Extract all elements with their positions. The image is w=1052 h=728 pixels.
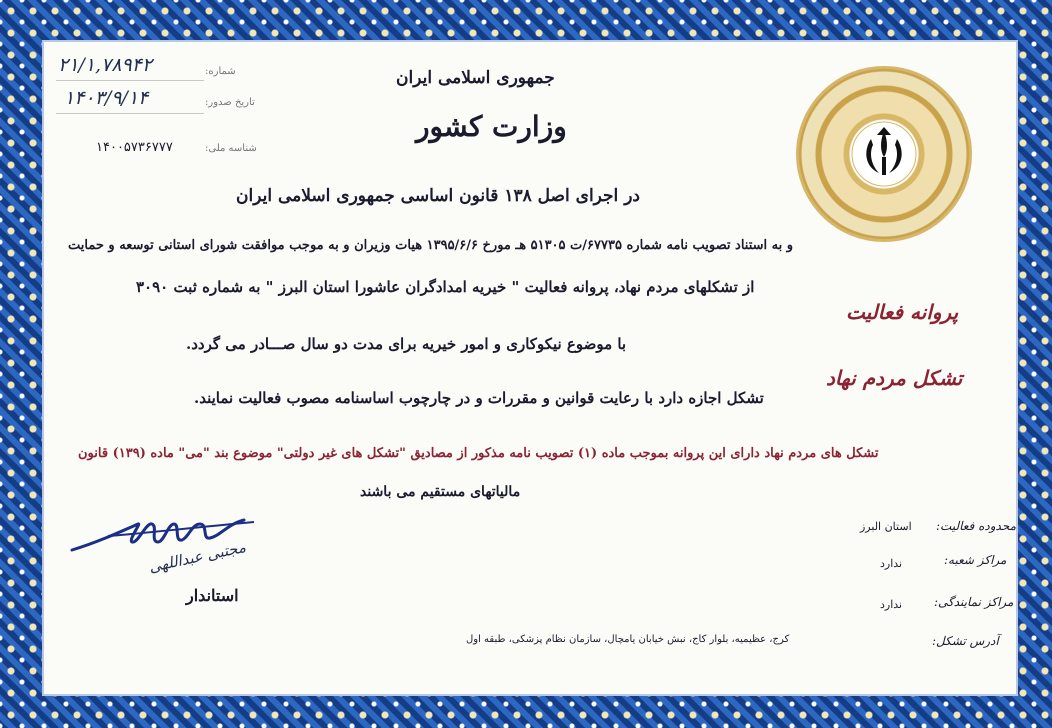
address-label: آدرس تشکل: [932, 634, 999, 648]
republic-title: جمهوری اسلامی ایران [396, 68, 555, 88]
national-id-label: شناسه ملی: [205, 143, 257, 154]
date-underline [56, 113, 204, 114]
number-underline [56, 80, 204, 81]
national-id-value: ۱۴۰۰۵۷۳۶۷۷۷ [96, 140, 173, 155]
body-line-6: تشکل های مردم نهاد دارای این پروانه بموجب ماده (۱) تصویب نامه مذکور از مصادیق "تشکل های غیر دولتی" موضوع بند "می" ماده (۱۳۹) قانون [78, 446, 879, 461]
signatory-title: استاندار [186, 586, 239, 605]
representative-label: مراکز نمایندگی: [934, 595, 1014, 609]
body-line-2: و به استناد تصویب نامه شماره ۶۷۷۳۵/ت ۵۱۳۰۵ هـ مورخ ۱۳۹۵/۶/۶ هیات وزیران و به موجب موافقت شورای استانی توسعه و حمایت [68, 238, 794, 253]
body-line-4: با موضوع نیکوکاری و امور خیریه برای مدت دو سال صـــادر می گردد. [186, 335, 627, 353]
iran-emblem-icon [796, 66, 972, 242]
signatory-name: مجتبی عبداللهی [147, 537, 248, 577]
number-value: ۲۱/۱,۷۸۹۴۲ [58, 54, 153, 76]
address-value: کرج، عظیمیه، بلوار کاج، نبش خیابان یامچال، سازمان نظام پزشکی، طبقه اول [466, 634, 790, 645]
body-line-7: مالیاتهای مستقیم می باشند [360, 484, 521, 500]
ngo-title: تشکل مردم نهاد [826, 366, 963, 390]
body-line-5: تشکل اجازه دارد با رعایت قوانین و مقررات و در چارچوب اساسنامه مصوب فعالیت نمایند. [194, 389, 764, 407]
body-line-1: در اجرای اصل ۱۳۸ قانون اساسی جمهوری اسلامی ایران [236, 186, 640, 206]
license-title: پروانه فعالیت [846, 300, 959, 324]
representative-value: ندارد [880, 598, 903, 611]
branch-label: مراکز شعبه: [944, 553, 1007, 567]
date-label: تاریخ صدور: [205, 97, 255, 108]
scope-label: محدوده فعالیت: [936, 519, 1016, 533]
ministry-title: وزارت کشور [416, 110, 567, 143]
body-line-3: از تشکلهای مردم نهاد، پروانه فعالیت " خیریه امدادگران عاشورا استان البرز " به شماره ثبت ۳۰۹۰ [136, 278, 755, 296]
branch-value: ندارد [880, 557, 903, 570]
scope-value: استان البرز [860, 520, 912, 533]
number-label: شماره: [205, 66, 236, 77]
date-value: ۱۴۰۳/۹/۱۴ [64, 87, 149, 109]
